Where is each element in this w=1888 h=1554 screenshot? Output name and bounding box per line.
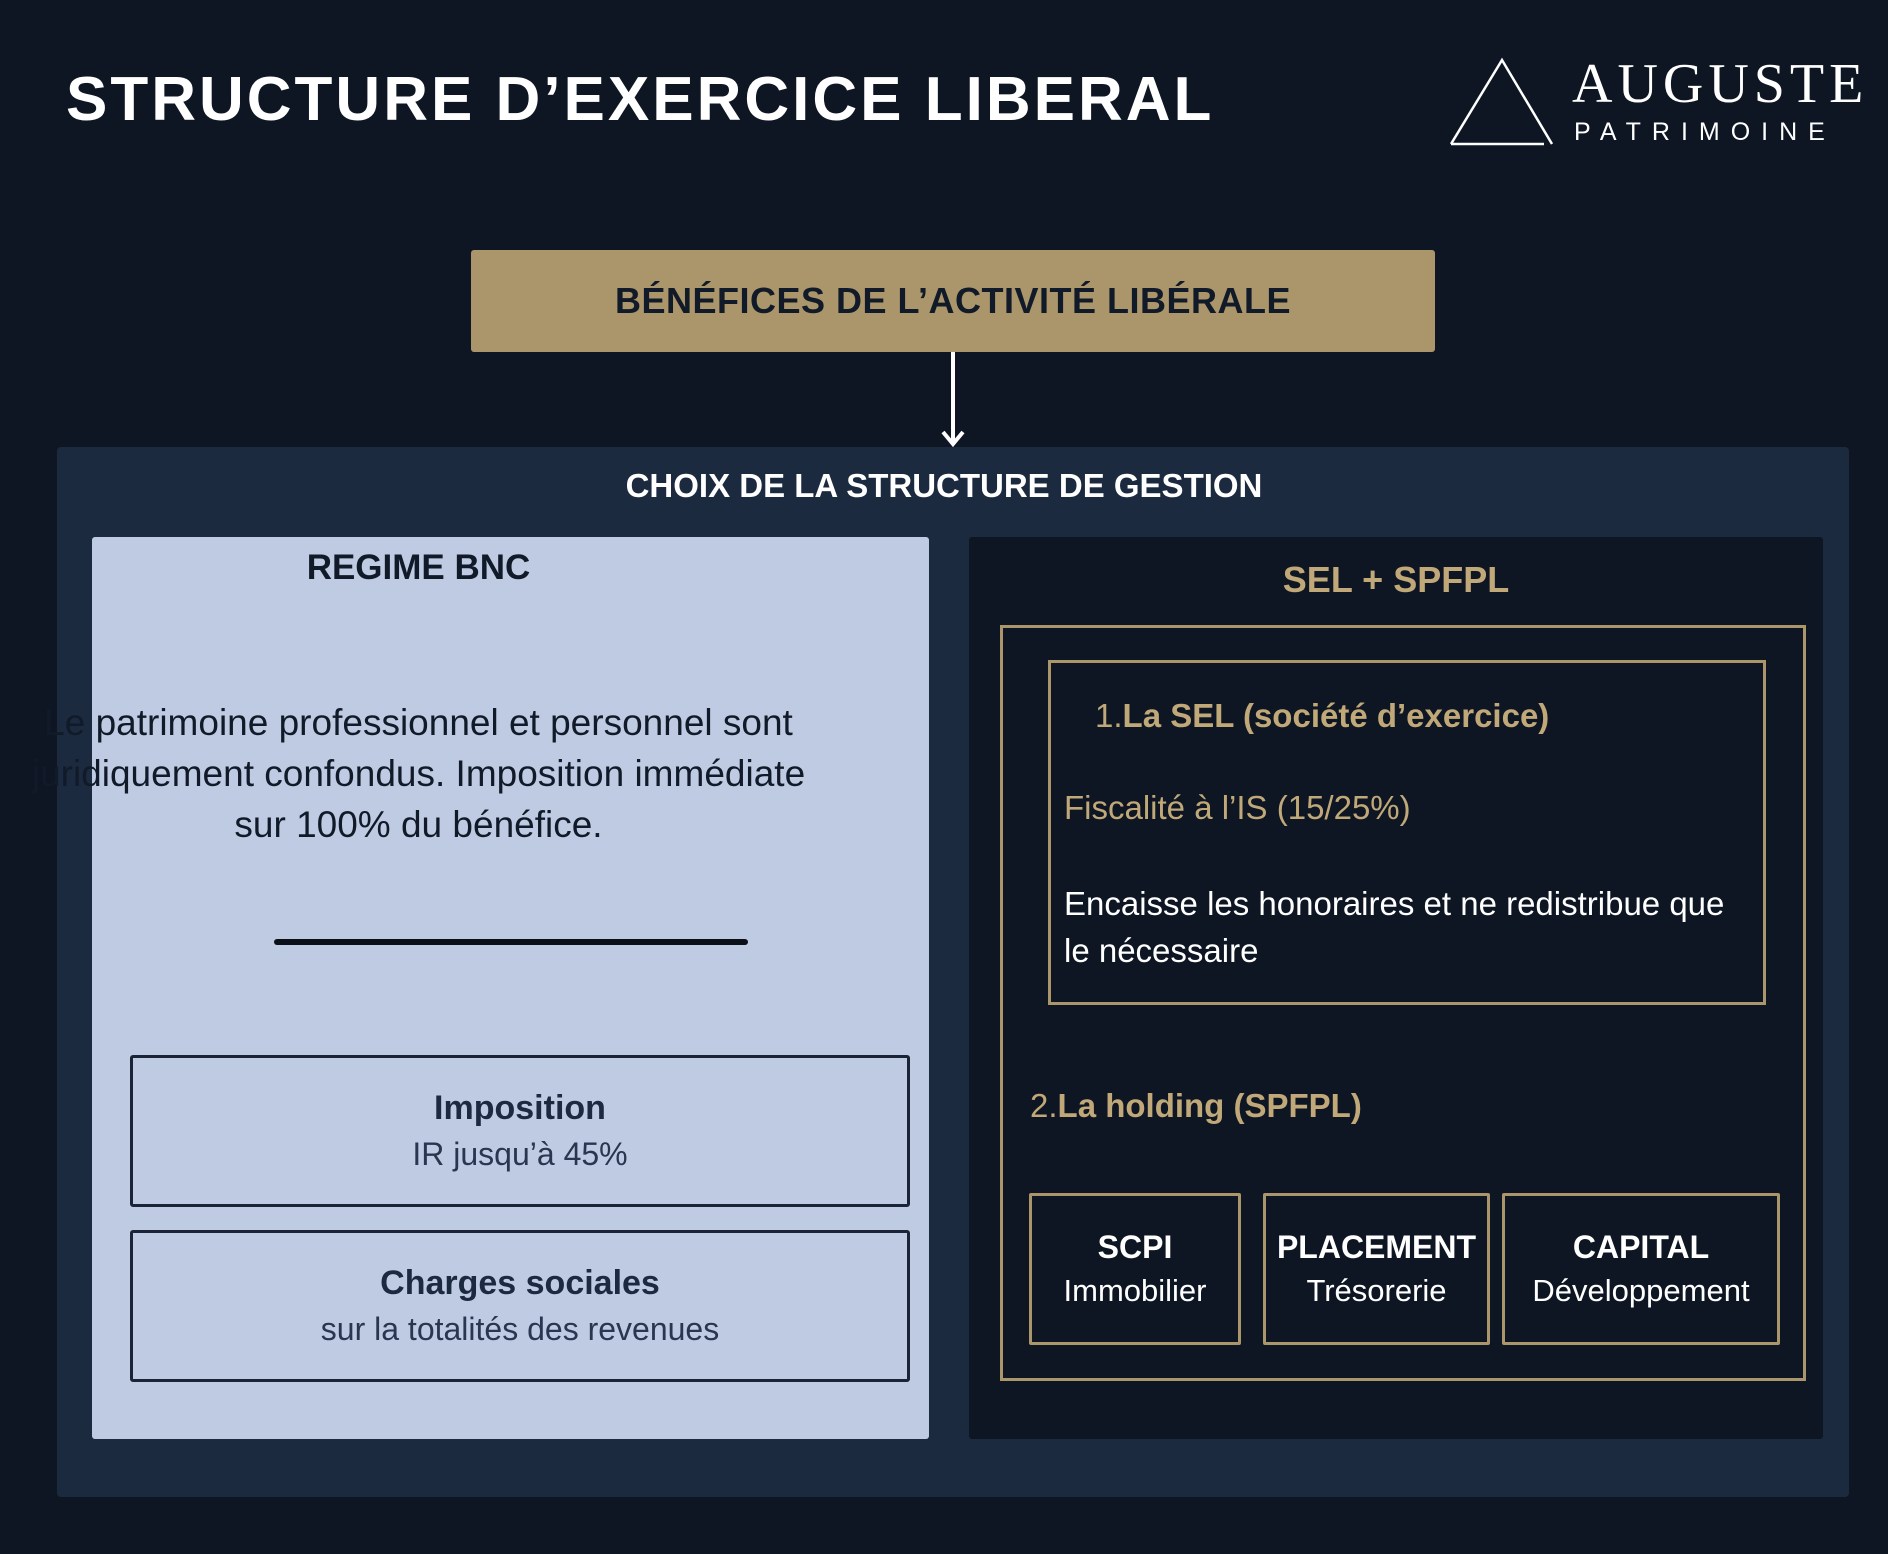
divider [274,939,748,945]
social-charges-box [130,1230,910,1382]
imposition-subtitle: IR jusqu’à 45% [412,1136,628,1172]
down-arrow-icon [940,352,966,448]
placement-box [1263,1193,1490,1345]
logo-subtitle: PATRIMOINE [1574,118,1836,146]
scpi-box [1029,1193,1241,1345]
sel-title: SEL + SPFPL [1282,559,1510,600]
page-title: STRUCTURE D’EXERCICE LIBERAL [66,65,1215,134]
item-number: 2. [1030,1087,1058,1124]
placement-subtitle: Trésorerie [1306,1273,1447,1308]
holding-label: La holding (SPFPL) [1057,1087,1362,1124]
item-number: 1. [1095,697,1123,734]
social-charges-title: Charges sociales [380,1264,660,1302]
bnc-title: REGIME BNC [306,548,531,587]
panel-title: CHOIX DE LA STRUCTURE DE GESTION [625,467,1263,504]
scpi-title: SCPI [1097,1229,1173,1265]
sel-fiscal: Fiscalité à l’IS (15/25%) [1064,789,1411,826]
imposition-box [130,1055,910,1207]
placement-title: PLACEMENT [1276,1229,1477,1265]
logo-name: AUGUSTE [1572,53,1869,115]
sel-company-label: La SEL (société d’exercice) [1122,697,1550,734]
sel-description: Encaisse les honoraires et ne redistribue que le nécessaire [1064,885,1725,969]
social-charges-subtitle: sur la totalités des revenues [320,1311,720,1347]
benefits-box: BÉNÉFICES DE L’ACTIVITÉ LIBÉRALE [471,250,1435,352]
imposition-title: Imposition [434,1089,606,1127]
scpi-subtitle: Immobilier [1063,1273,1207,1308]
bnc-description: Le patrimoine professionnel et personnel sont juridiquement confondus. Imposition immédiate sur 100% du bénéfice. [31,702,806,845]
sel-company-heading [1095,697,1549,735]
triangle-logo-icon [1448,56,1558,148]
holding-heading [1030,1087,1362,1125]
logo [1448,52,1869,152]
capital-box [1502,1193,1780,1345]
capital-subtitle: Développement [1532,1273,1750,1308]
capital-title: CAPITAL [1572,1229,1710,1265]
